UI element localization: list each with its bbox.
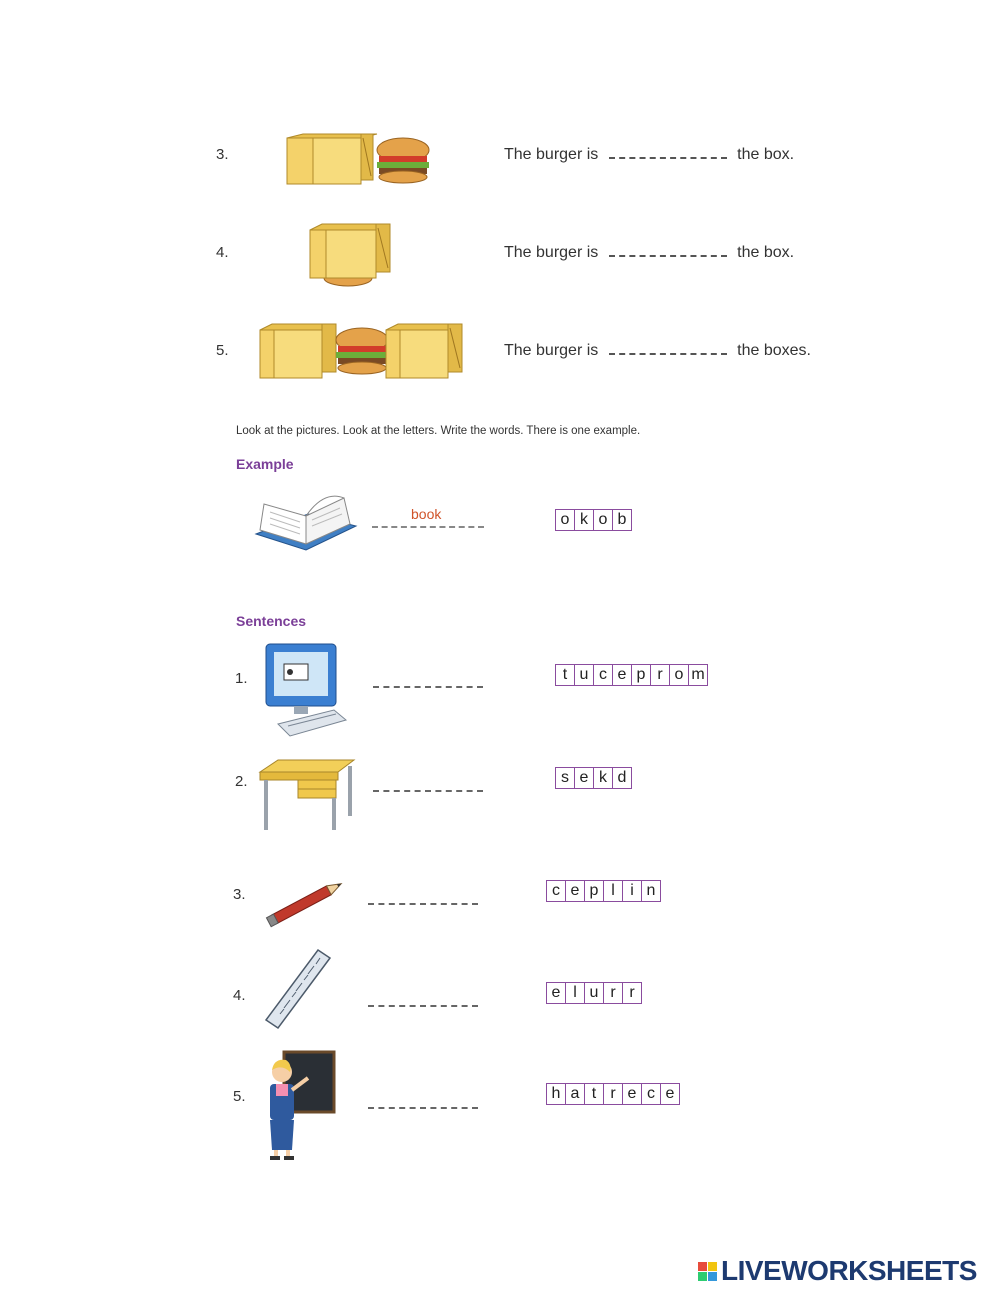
letter-boxes: [546, 880, 661, 902]
letter-box: o: [670, 665, 689, 685]
letter-box: m: [691, 666, 705, 683]
letter-box: d: [617, 769, 627, 786]
sentence-start: The burger is: [504, 244, 599, 261]
letter-box: r: [651, 665, 670, 685]
answer-blank[interactable]: [609, 145, 727, 159]
example-answer: book: [411, 506, 442, 522]
book-picture: [252, 490, 358, 566]
letter-box: e: [623, 1084, 642, 1104]
item-number: 5.: [216, 342, 229, 359]
desk-picture: [258, 758, 356, 834]
letter-box: r: [604, 983, 623, 1003]
letter-box: t: [556, 665, 575, 685]
sentence-end: the box.: [737, 146, 795, 163]
answer-input[interactable]: [368, 983, 478, 1007]
answer-input[interactable]: [368, 881, 478, 905]
answer-input[interactable]: [368, 1085, 478, 1109]
item-number: 4.: [216, 244, 229, 261]
letter-box: o: [594, 510, 613, 530]
letter-box: e: [665, 1085, 675, 1102]
letter-box: e: [566, 881, 585, 901]
pencil-picture: [262, 878, 348, 928]
example-answer-line: [372, 526, 484, 528]
burger-between-boxes-picture: [258, 322, 468, 382]
letter-box: n: [646, 882, 656, 899]
letter-boxes: [546, 1083, 680, 1105]
sentences-heading: Sentences: [236, 613, 307, 629]
letter-boxes: [546, 982, 642, 1004]
sentence-start: The burger is: [504, 342, 599, 359]
letter-box: c: [642, 1084, 661, 1104]
letter-boxes: [555, 767, 632, 789]
logo-square: [708, 1262, 717, 1271]
letter-box: p: [632, 665, 651, 685]
letter-box: r: [604, 1084, 623, 1104]
letter-box: e: [575, 768, 594, 788]
letter-boxes: [555, 664, 708, 686]
logo-square: [698, 1262, 707, 1271]
letter-box: e: [613, 665, 632, 685]
computer-picture: [264, 642, 348, 740]
answer-input[interactable]: [373, 664, 483, 688]
logo-square: [708, 1272, 717, 1281]
letter-box: u: [575, 665, 594, 685]
letter-box: l: [566, 983, 585, 1003]
box-next-to-burger-picture: [285, 132, 435, 188]
answer-blank[interactable]: [609, 341, 727, 355]
logo-icon: [698, 1262, 717, 1281]
letter-box: e: [547, 983, 566, 1003]
logo-square: [698, 1272, 707, 1281]
item-number: 1.: [235, 670, 248, 687]
answer-input[interactable]: [373, 768, 483, 792]
letter-box: b: [617, 511, 627, 528]
item-number: 4.: [233, 987, 246, 1004]
letter-box: h: [547, 1084, 566, 1104]
logo-text: LIVEWORKSHEETS: [721, 1255, 977, 1286]
example-letter-boxes: [555, 509, 632, 531]
letter-box: a: [566, 1084, 585, 1104]
letter-box: k: [575, 510, 594, 530]
liveworksheets-logo[interactable]: [698, 1255, 977, 1287]
item-number: 3.: [233, 886, 246, 903]
sentence-end: the boxes.: [737, 342, 811, 359]
letter-box: r: [629, 984, 635, 1001]
letter-box: l: [604, 881, 623, 901]
letter-box: t: [585, 1084, 604, 1104]
letter-box: c: [547, 881, 566, 901]
instructions: Look at the pictures. Look at the letters. Write the words. There is one example.: [236, 425, 641, 437]
letter-box: c: [594, 665, 613, 685]
ruler-picture: [262, 948, 334, 1032]
sentence-start: The burger is: [504, 146, 599, 163]
letter-box: k: [594, 768, 613, 788]
item-number: 2.: [235, 773, 248, 790]
letter-box: p: [585, 881, 604, 901]
teacher-picture: [262, 1050, 338, 1162]
burger-under-box-picture: [308, 222, 398, 290]
item-number: 3.: [216, 146, 229, 163]
item-number: 5.: [233, 1088, 246, 1105]
sentence-end: the box.: [737, 244, 795, 261]
answer-blank[interactable]: [609, 243, 727, 257]
letter-box: u: [585, 983, 604, 1003]
letter-box: i: [623, 881, 642, 901]
example-heading: Example: [236, 456, 294, 472]
letter-box: s: [556, 768, 575, 788]
letter-box: o: [556, 510, 575, 530]
